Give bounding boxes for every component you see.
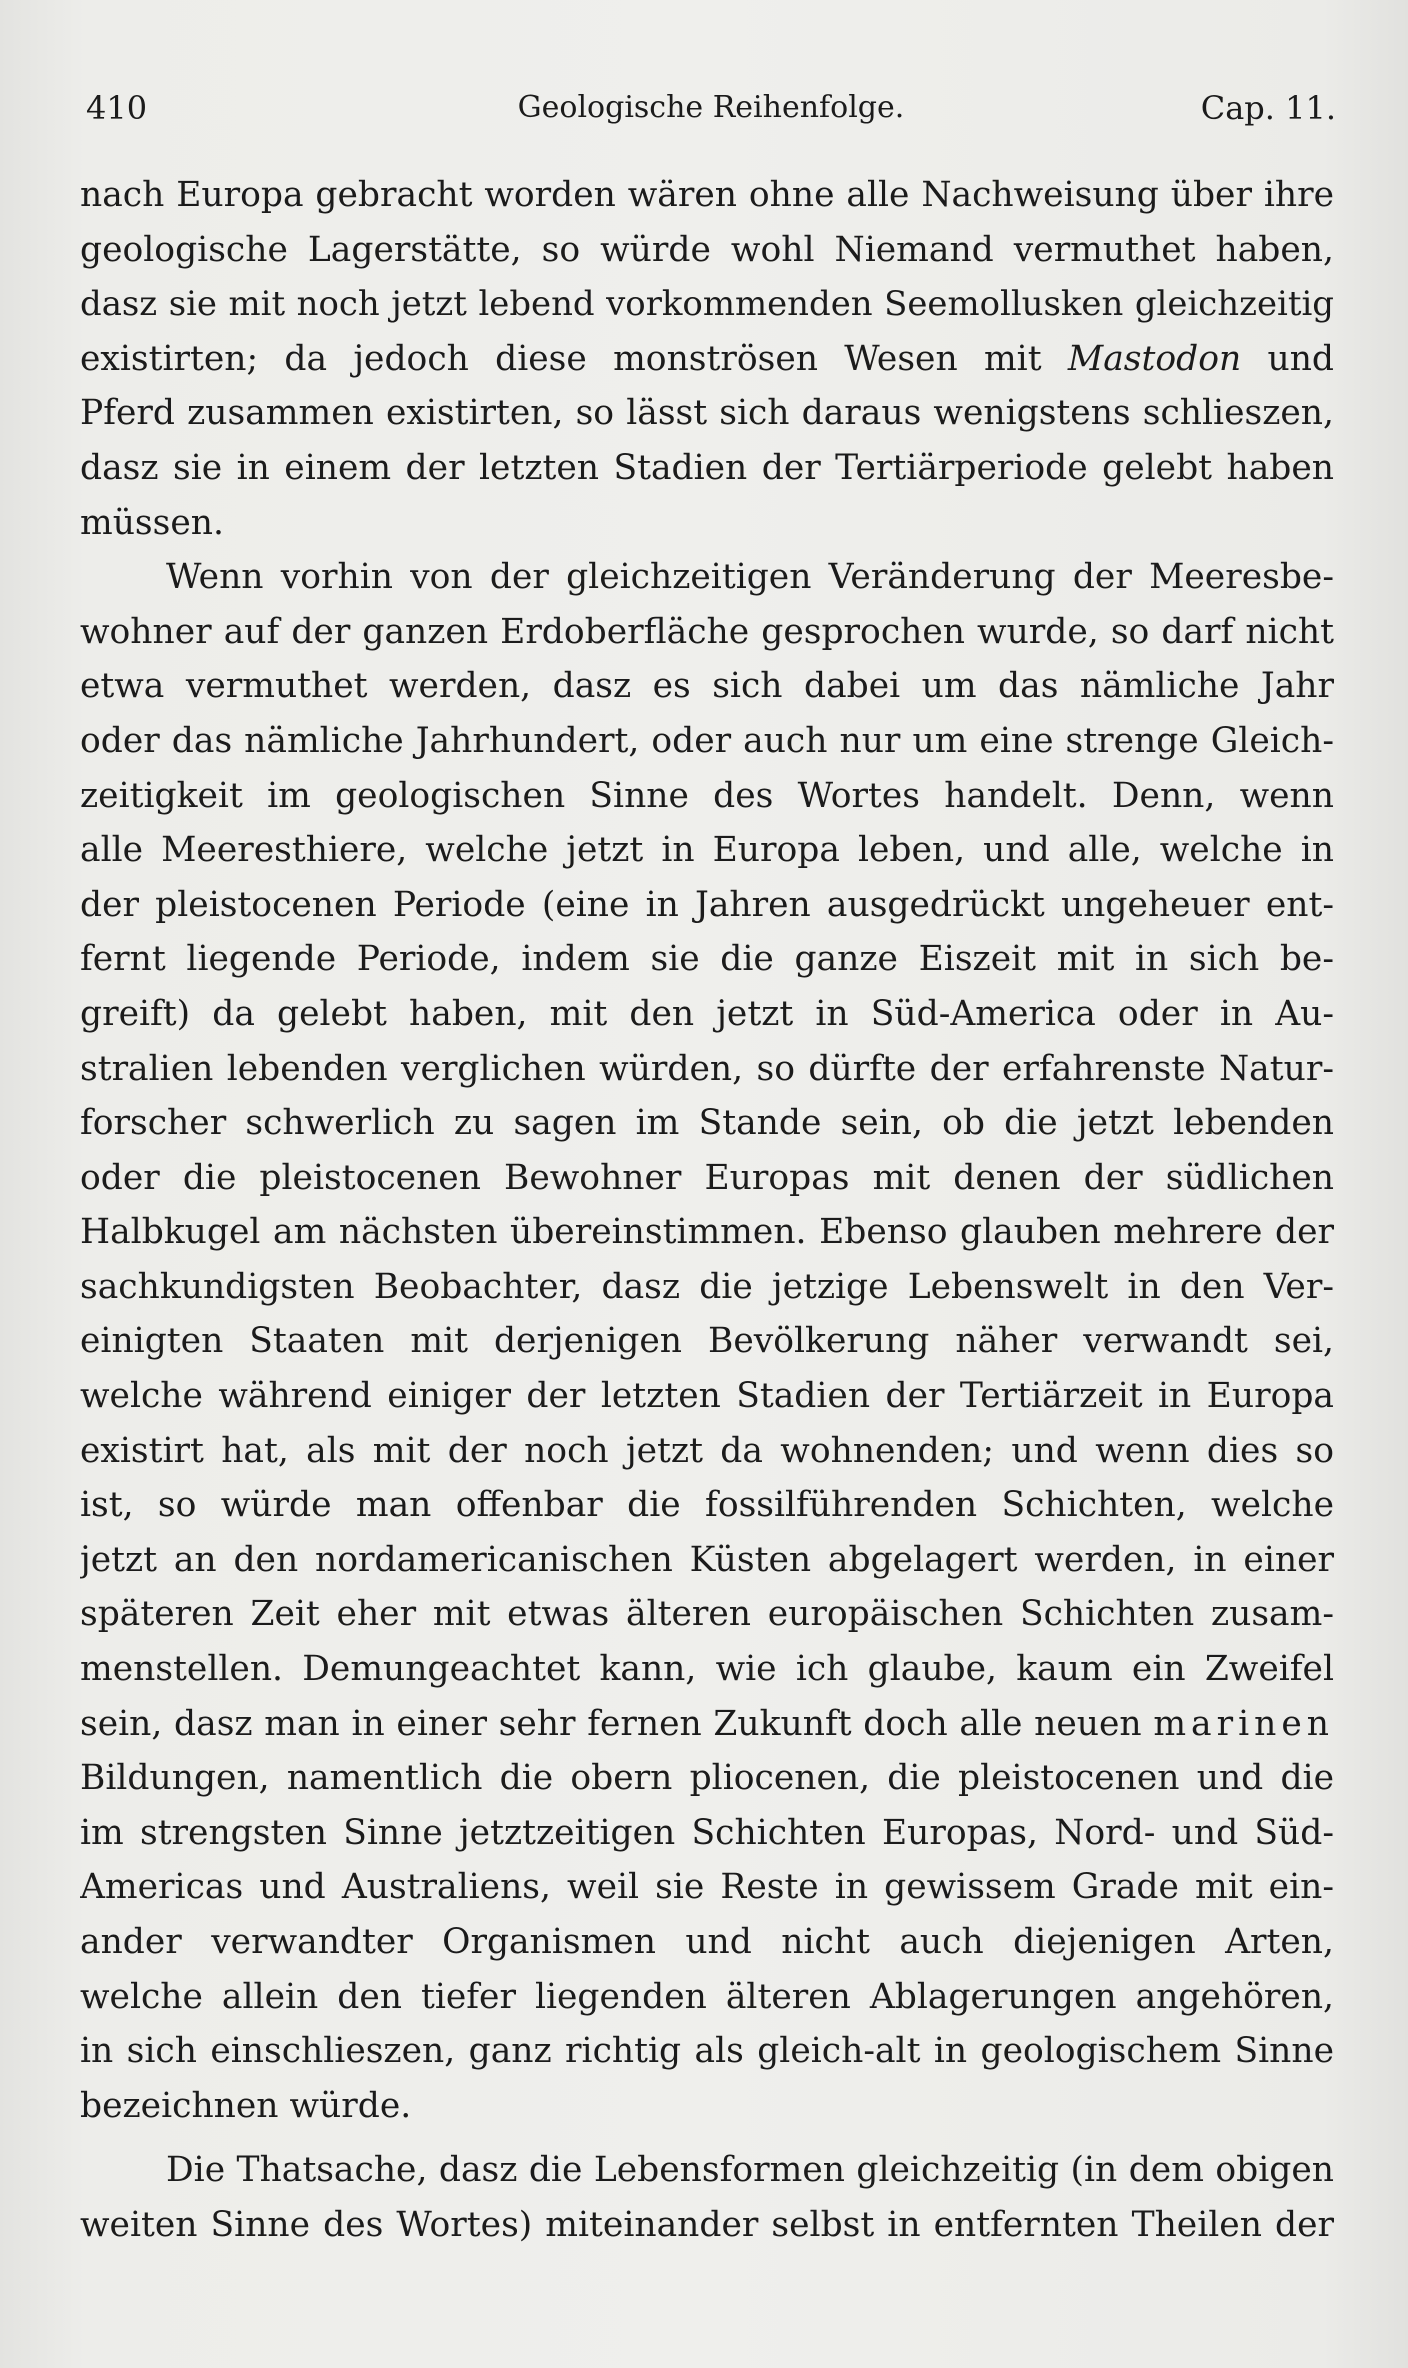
text-line: fernt liegende Periode, indem sie die ganze Eiszeit mit in sich be-	[80, 939, 1334, 980]
text-line	[80, 1697, 1334, 1752]
text-line: welche allein den tiefer liegenden älteren Ablagerungen angehören,	[80, 1976, 1334, 2017]
text-segment: und	[1267, 338, 1334, 379]
text-line: ander verwandter Organismen und nicht auch diejenigen Arten,	[80, 1922, 1334, 1962]
text-line: oder das nämliche Jahrhundert, oder auch nur um eine strenge Gleich-	[80, 720, 1334, 761]
text-line: in sich einschlieszen, ganz richtig als gleich-alt in geologischem Sinne	[80, 2031, 1334, 2072]
italic-term: Mastodon	[1067, 338, 1242, 379]
text-line: Halbkugel am nächsten übereinstimmen. Ebenso glauben mehrere der	[80, 1212, 1334, 1253]
text-line: Americas und Australiens, weil sie Reste in gewissem Grade mit ein-	[80, 1867, 1334, 1908]
text-line: bezeichnen würde.	[80, 2085, 412, 2126]
text-line: dasz sie in einem der letzten Stadien der Tertiärperiode gelebt haben	[80, 447, 1334, 488]
text-line: der pleistocenen Periode (eine in Jahren ausgedrückt ungeheuer ent-	[80, 884, 1334, 925]
text-line: Die Thatsache, dasz die Lebensformen gleichzeitig (in dem obigen	[166, 2150, 1334, 2191]
text-line: zeitigkeit im geologischen Sinne des Wortes handelt. Denn, wenn	[80, 775, 1334, 816]
text-line: stralien lebenden verglichen würden, so dürfte der erfahrenste Natur-	[80, 1048, 1334, 1089]
text-line: im strengsten Sinne jetztzeitigen Schichten Europas, Nord- und Süd-	[80, 1812, 1334, 1853]
text-line: alle Meeresthiere, welche jetzt in Europa leben, und alle, welche in	[80, 830, 1334, 871]
text-line: welche während einiger der letzten Stadien der Tertiärzeit in Europa	[80, 1376, 1334, 1417]
text-line: oder die pleistocenen Bewohner Europas mit denen der südlichen	[80, 1157, 1334, 1198]
page-number: 410	[86, 89, 148, 127]
text-line: greift) da gelebt haben, mit den jetzt in Süd-America oder in Au-	[80, 993, 1334, 1034]
text-line: späteren Zeit eher mit etwas älteren europäischen Schichten zusam-	[80, 1594, 1334, 1635]
text-line: geologische Lagerstätte, so würde wohl Niemand vermuthet haben,	[80, 229, 1334, 270]
text-line: Wenn vorhin von der gleichzeitigen Veränderung der Meeresbe-	[166, 557, 1334, 598]
text-line: weiten Sinne des Wortes) miteinander selbst in entfernten Theilen der	[80, 2204, 1334, 2245]
chapter-label: Cap. 11.	[1200, 89, 1336, 127]
text-line: einigten Staaten mit derjenigen Bevölkerung näher verwandt sei,	[80, 1321, 1334, 1362]
text-line: ist, so würde man offenbar die fossilführenden Schichten, welche	[80, 1485, 1334, 1526]
text-segment: existirten; da jedoch diese monströsen Wesen mit	[80, 338, 1042, 379]
text-line: sachkundigsten Beobachter, dasz die jetzige Lebenswelt in den Ver-	[80, 1266, 1334, 1307]
text-line: nach Europa gebracht worden wären ohne alle Nachweisung über ihre	[80, 175, 1334, 215]
text-line: forscher schwerlich zu sagen im Stande sein, ob die jetzt lebenden	[80, 1103, 1334, 1144]
spaced-term: marinen	[1153, 1703, 1334, 1744]
text-line: müssen.	[80, 502, 224, 543]
text-line: wohner auf der ganzen Erdoberfläche gesprochen wurde, so darf nicht	[80, 611, 1334, 652]
text-line: etwa vermuthet werden, dasz es sich dabei um das nämliche Jahr	[80, 666, 1334, 707]
text-line	[80, 332, 1334, 387]
running-head	[86, 82, 1336, 134]
text-line: dasz sie mit noch jetzt lebend vorkommenden Seemollusken gleichzeitig	[80, 284, 1334, 324]
text-line: Bildungen, namentlich die obern pliocenen, die pleistocenen und die	[80, 1758, 1334, 1799]
body-text	[80, 168, 1334, 2253]
running-title: Geologische Reihenfolge.	[517, 90, 905, 125]
text-segment: sein, dasz man in einer sehr fernen Zukunft doch alle neuen	[80, 1703, 1142, 1744]
text-line: existirt hat, als mit der noch jetzt da wohnenden; und wenn dies so	[80, 1430, 1334, 1471]
text-line: Pferd zusammen existirten, so lässt sich daraus wenigstens schlieszen,	[80, 393, 1334, 434]
text-line: jetzt an den nordamericanischen Küsten abgelagert werden, in einer	[80, 1539, 1334, 1580]
text-line: menstellen. Demungeachtet kann, wie ich glaube, kaum ein Zweifel	[80, 1649, 1334, 1690]
